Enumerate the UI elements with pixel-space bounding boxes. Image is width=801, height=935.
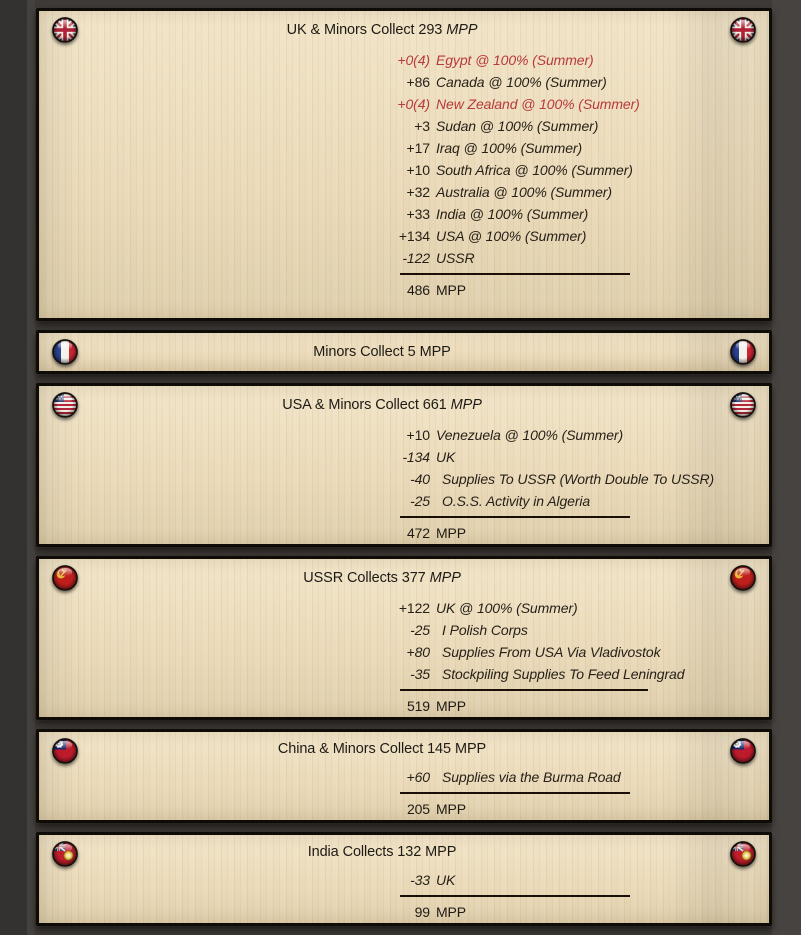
line-label: Stockpiling Supplies To Feed Leningrad bbox=[442, 666, 685, 682]
line-label: Sudan @ 100% (Summer) bbox=[436, 118, 599, 134]
china-flag-icon[interactable] bbox=[730, 738, 756, 764]
line-amount: +122 bbox=[398, 600, 430, 616]
uk-flag-icon[interactable] bbox=[52, 17, 78, 43]
panel-header bbox=[39, 559, 769, 597]
panel-title-text: Minors Collect 5 bbox=[313, 344, 416, 360]
uk-flag-icon[interactable] bbox=[730, 17, 756, 43]
report-panel-uk bbox=[36, 8, 772, 321]
total-row bbox=[39, 798, 769, 820]
income-line bbox=[39, 597, 769, 619]
line-amount: -134 bbox=[402, 449, 430, 465]
ussr-flag-icon[interactable] bbox=[730, 565, 756, 591]
income-line bbox=[39, 663, 769, 685]
china-flag-icon[interactable] bbox=[52, 738, 78, 764]
total-divider bbox=[39, 788, 769, 798]
line-amount: -25 bbox=[410, 622, 430, 638]
total-unit: MPP bbox=[436, 282, 467, 298]
income-line bbox=[39, 424, 769, 446]
income-lines bbox=[39, 49, 769, 269]
panel-title-text: China & Minors Collect 145 bbox=[277, 741, 451, 757]
line-label: South Africa @ 100% (Summer) bbox=[436, 162, 633, 178]
income-line bbox=[39, 93, 769, 115]
total-amount: 472 bbox=[406, 525, 430, 541]
panel-title bbox=[83, 11, 681, 49]
line-label: Egypt @ 100% (Summer) bbox=[436, 52, 594, 68]
india-flag-icon[interactable] bbox=[52, 841, 78, 867]
line-amount: +0(4) bbox=[397, 52, 430, 68]
panel-title bbox=[83, 386, 681, 424]
total-row bbox=[39, 279, 769, 301]
total-divider-rule bbox=[400, 516, 630, 518]
panel-title bbox=[83, 559, 681, 597]
panel-title bbox=[83, 732, 681, 766]
usa-flag-icon[interactable] bbox=[52, 392, 78, 418]
income-line bbox=[39, 115, 769, 137]
panel-title bbox=[83, 835, 681, 869]
ussr-flag-icon[interactable] bbox=[52, 565, 78, 591]
panel-title-text: UK & Minors Collect 293 bbox=[286, 22, 443, 38]
total-amount: 519 bbox=[406, 698, 430, 714]
total-unit: MPP bbox=[436, 801, 467, 817]
line-amount: -25 bbox=[410, 493, 430, 509]
report-panel-usa bbox=[36, 383, 772, 547]
line-label: USSR bbox=[436, 250, 475, 266]
total-unit: MPP bbox=[436, 698, 467, 714]
panel-header bbox=[39, 835, 769, 869]
total-amount: 205 bbox=[406, 801, 430, 817]
france-flag-icon[interactable] bbox=[730, 339, 756, 365]
total-amount: 99 bbox=[414, 904, 430, 920]
income-line bbox=[39, 225, 769, 247]
income-line bbox=[39, 203, 769, 225]
income-lines bbox=[39, 766, 769, 788]
report-panel-china bbox=[36, 729, 772, 823]
income-lines bbox=[39, 597, 769, 685]
line-amount: -122 bbox=[402, 250, 430, 266]
line-amount: +60 bbox=[406, 769, 430, 785]
income-line bbox=[39, 766, 769, 788]
income-line bbox=[39, 446, 769, 468]
panel-title-text: India Collects 132 bbox=[307, 844, 422, 860]
panel-title-unit: MPP bbox=[446, 22, 478, 38]
panel-header bbox=[39, 333, 769, 371]
usa-flag-icon[interactable] bbox=[730, 392, 756, 418]
income-line bbox=[39, 137, 769, 159]
panel-header bbox=[39, 732, 769, 766]
report-panel-minors bbox=[36, 330, 772, 374]
income-line bbox=[39, 490, 769, 512]
income-line bbox=[39, 159, 769, 181]
total-row bbox=[39, 695, 769, 717]
total-divider bbox=[39, 685, 769, 695]
total-unit: MPP bbox=[436, 525, 467, 541]
line-label: UK bbox=[436, 872, 456, 888]
total-divider-rule bbox=[400, 273, 630, 275]
line-amount: -35 bbox=[410, 666, 430, 682]
total-amount: 486 bbox=[406, 282, 430, 298]
line-amount: +10 bbox=[406, 427, 430, 443]
panel-title-unit: MPP bbox=[419, 344, 451, 360]
line-amount: -33 bbox=[410, 872, 430, 888]
line-amount: +10 bbox=[406, 162, 430, 178]
line-label: I Polish Corps bbox=[442, 622, 528, 638]
line-label: USA @ 100% (Summer) bbox=[436, 228, 587, 244]
line-amount: +80 bbox=[406, 644, 430, 660]
line-amount: +17 bbox=[406, 140, 430, 156]
total-divider bbox=[39, 269, 769, 279]
line-amount: +86 bbox=[406, 74, 430, 90]
panel-title-unit: MPP bbox=[425, 844, 457, 860]
income-lines bbox=[39, 869, 769, 891]
total-divider-rule bbox=[400, 895, 630, 897]
panel-header bbox=[39, 386, 769, 424]
france-flag-icon[interactable] bbox=[52, 339, 78, 365]
panel-title-unit: MPP bbox=[454, 741, 487, 757]
total-divider bbox=[39, 891, 769, 901]
line-amount: +0(4) bbox=[397, 96, 430, 112]
panel-title-unit: MPP bbox=[429, 570, 461, 586]
panel-title bbox=[83, 333, 681, 371]
line-label: Supplies To USSR (Worth Double To USSR) bbox=[442, 471, 715, 487]
line-label: Supplies via the Burma Road bbox=[442, 769, 621, 785]
report-panel-india bbox=[36, 832, 772, 926]
total-row bbox=[39, 522, 769, 544]
line-label: Venezuela @ 100% (Summer) bbox=[436, 427, 624, 443]
total-divider-rule bbox=[400, 792, 630, 794]
income-line bbox=[39, 49, 769, 71]
line-label: New Zealand @ 100% (Summer) bbox=[436, 96, 640, 112]
line-label: Supplies From USA Via Vladivostok bbox=[442, 644, 661, 660]
panel-title-text: USA & Minors Collect 661 bbox=[282, 397, 447, 413]
line-amount: +3 bbox=[414, 118, 430, 134]
line-amount: -40 bbox=[410, 471, 430, 487]
line-amount: +134 bbox=[398, 228, 430, 244]
line-label: O.S.S. Activity in Algeria bbox=[442, 493, 591, 509]
panel-title-unit: MPP bbox=[450, 397, 482, 413]
total-divider-rule bbox=[400, 689, 648, 691]
income-line bbox=[39, 468, 769, 490]
income-line bbox=[39, 71, 769, 93]
india-flag-icon[interactable] bbox=[730, 841, 756, 867]
line-amount: +33 bbox=[406, 206, 430, 222]
line-label: Canada @ 100% (Summer) bbox=[436, 74, 607, 90]
line-label: India @ 100% (Summer) bbox=[436, 206, 589, 222]
line-label: Iraq @ 100% (Summer) bbox=[436, 140, 583, 156]
report-panel-ussr bbox=[36, 556, 772, 720]
line-label: Australia @ 100% (Summer) bbox=[436, 184, 612, 200]
income-line bbox=[39, 181, 769, 203]
panel-header bbox=[39, 11, 769, 49]
total-row bbox=[39, 901, 769, 923]
income-line bbox=[39, 247, 769, 269]
line-amount: +32 bbox=[406, 184, 430, 200]
income-line bbox=[39, 869, 769, 891]
total-unit: MPP bbox=[436, 904, 467, 920]
income-line bbox=[39, 641, 769, 663]
line-label: UK @ 100% (Summer) bbox=[436, 600, 578, 616]
line-label: UK bbox=[436, 449, 456, 465]
mpp-report-list bbox=[36, 8, 772, 935]
income-line bbox=[39, 619, 769, 641]
total-divider bbox=[39, 512, 769, 522]
panel-title-text: USSR Collects 377 bbox=[303, 570, 426, 586]
income-lines bbox=[39, 424, 769, 512]
